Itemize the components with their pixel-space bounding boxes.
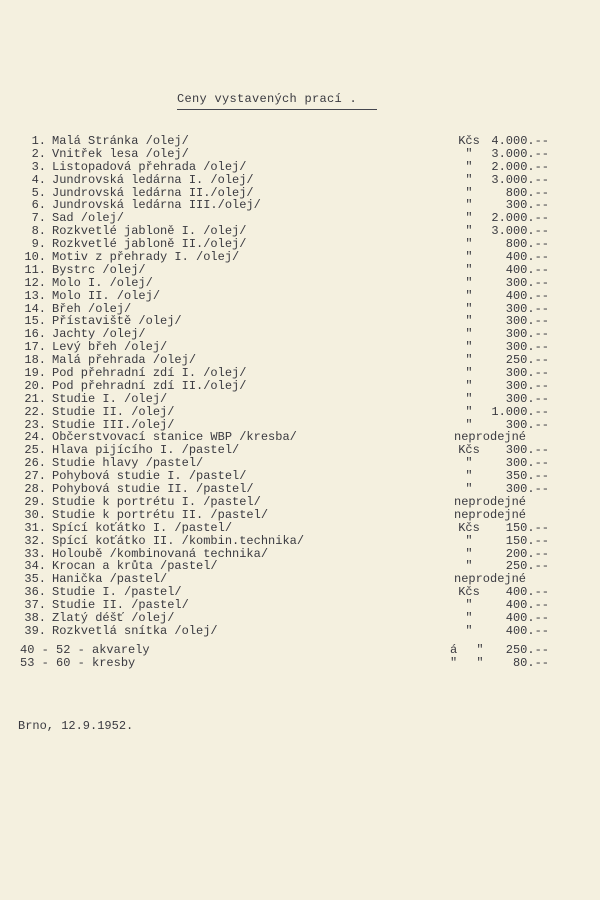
item-title: Sad /olej/ bbox=[52, 211, 125, 226]
item-price: 250.-- bbox=[505, 559, 549, 574]
item-title: Studie I. /pastel/ bbox=[52, 585, 182, 600]
item-title: Studie hlavy /pastel/ bbox=[52, 456, 204, 471]
currency-mark: " bbox=[465, 314, 473, 329]
bulk-price: 250.-- bbox=[505, 642, 549, 657]
item-price: 300.-- bbox=[505, 340, 549, 355]
currency-mark: Kčs bbox=[458, 134, 480, 148]
list-item bbox=[20, 612, 560, 625]
currency-mark: " bbox=[465, 159, 473, 174]
item-title: Zlatý déšť /olej/ bbox=[52, 610, 175, 625]
item-title: Pohybová studie I. /pastel/ bbox=[52, 469, 247, 484]
list-item bbox=[20, 161, 560, 174]
currency-mark: " bbox=[465, 404, 473, 419]
item-title: Jundrovská ledárna II./olej/ bbox=[52, 185, 254, 200]
currency-mark: " bbox=[465, 172, 473, 187]
item-title: Levý břeh /olej/ bbox=[52, 340, 168, 355]
item-price: 150.-- bbox=[505, 533, 549, 548]
item-price: 150.-- bbox=[505, 520, 549, 535]
item-title: Holoubě /kombinovaná technika/ bbox=[52, 546, 269, 561]
item-number: 15. bbox=[24, 314, 46, 329]
item-price: 250.-- bbox=[505, 353, 549, 368]
list-item bbox=[20, 367, 560, 380]
item-title: Listopadová přehrada /olej/ bbox=[52, 159, 247, 174]
currency-mark: " bbox=[465, 546, 473, 561]
item-title: Rozkvetlá snítka /olej/ bbox=[52, 623, 218, 638]
item-number: 21. bbox=[24, 391, 46, 406]
document-title: Ceny vystavených prací . bbox=[177, 92, 377, 110]
currency-mark: Kčs bbox=[458, 520, 480, 535]
item-price: 300.-- bbox=[505, 482, 549, 497]
item-number: 5. bbox=[31, 185, 46, 200]
item-number: 23. bbox=[24, 417, 46, 432]
item-number: 19. bbox=[24, 366, 46, 381]
per-piece-mark: á bbox=[450, 642, 458, 657]
item-number: 34. bbox=[24, 559, 46, 574]
item-title: Hlava pijícího I. /pastel/ bbox=[52, 443, 240, 458]
not-for-sale-label: neprodejné bbox=[454, 507, 527, 522]
item-title: Občerstvovací stanice WBP /kresba/ bbox=[52, 430, 297, 445]
item-title: Malá přehrada /olej/ bbox=[52, 353, 197, 368]
item-price: 800.-- bbox=[505, 237, 549, 252]
list-item bbox=[20, 406, 560, 419]
item-number: 33. bbox=[24, 546, 46, 561]
bulk-item bbox=[20, 644, 560, 657]
currency-mark: " bbox=[465, 482, 473, 497]
item-title: Pohybová studie II. /pastel/ bbox=[52, 482, 254, 497]
item-title: Studie k portrétu II. /pastel/ bbox=[52, 507, 269, 522]
list-item bbox=[20, 174, 560, 187]
item-number: 36. bbox=[24, 585, 46, 600]
item-number: 27. bbox=[24, 469, 46, 484]
list-item bbox=[20, 148, 560, 161]
item-title: Hanička /pastel/ bbox=[52, 572, 168, 587]
currency-mark: " bbox=[465, 559, 473, 574]
list-item bbox=[20, 251, 560, 264]
item-title: Spící koťátko II. /kombin.technika/ bbox=[52, 533, 305, 548]
item-price: 200.-- bbox=[505, 546, 549, 561]
item-title: Studie k portrétu I. /pastel/ bbox=[52, 494, 261, 509]
item-title: Pod přehradní zdí II./olej/ bbox=[52, 378, 247, 393]
item-price: 400.-- bbox=[505, 288, 549, 303]
item-title: Krocan a krůta /pastel/ bbox=[52, 559, 218, 574]
list-item bbox=[20, 135, 560, 148]
item-price: 400.-- bbox=[505, 598, 549, 613]
list-item bbox=[20, 380, 560, 393]
item-price: 350.-- bbox=[505, 469, 549, 484]
item-number: 13. bbox=[24, 288, 46, 303]
currency-mark: " bbox=[465, 211, 473, 226]
currency-mark: " bbox=[465, 146, 473, 161]
item-number: 18. bbox=[24, 353, 46, 368]
item-number: 37. bbox=[24, 598, 46, 613]
currency-mark: " bbox=[465, 623, 473, 638]
currency-mark: " bbox=[465, 417, 473, 432]
currency-mark: " bbox=[465, 353, 473, 368]
list-item bbox=[20, 277, 560, 290]
bulk-item bbox=[20, 657, 560, 670]
not-for-sale-label: neprodejné bbox=[454, 430, 527, 445]
item-number: 10. bbox=[24, 250, 46, 265]
currency-mark: " bbox=[465, 301, 473, 316]
list-item bbox=[20, 509, 560, 522]
item-title: Studie II. /olej/ bbox=[52, 404, 175, 419]
not-for-sale-label: neprodejné bbox=[454, 494, 527, 509]
item-price: 3.000.-- bbox=[491, 224, 549, 239]
item-number: 25. bbox=[24, 443, 46, 458]
per-piece-mark: " bbox=[450, 655, 458, 670]
item-price: 300.-- bbox=[505, 275, 549, 290]
currency-mark: " bbox=[476, 642, 484, 657]
currency-mark: Kčs bbox=[458, 443, 480, 458]
item-number: 17. bbox=[24, 340, 46, 355]
item-number: 4. bbox=[31, 172, 46, 187]
price-list bbox=[20, 135, 560, 670]
currency-mark: " bbox=[465, 237, 473, 252]
item-title: Břeh /olej/ bbox=[52, 301, 132, 316]
list-item bbox=[20, 535, 560, 548]
currency-mark: " bbox=[465, 533, 473, 548]
item-price: 300.-- bbox=[505, 378, 549, 393]
item-number: 38. bbox=[24, 610, 46, 625]
item-number: 35. bbox=[24, 572, 46, 587]
currency-mark: " bbox=[465, 185, 473, 200]
item-price: 400.-- bbox=[505, 262, 549, 277]
item-title: Studie I. /olej/ bbox=[52, 391, 168, 406]
item-title: Spící koťátko I. /pastel/ bbox=[52, 520, 233, 535]
currency-mark: " bbox=[465, 610, 473, 625]
item-number: 24. bbox=[24, 430, 46, 445]
currency-mark: " bbox=[465, 224, 473, 239]
currency-mark: Kčs bbox=[458, 585, 480, 600]
currency-mark: " bbox=[476, 655, 484, 670]
item-price: 800.-- bbox=[505, 185, 549, 200]
item-number: 16. bbox=[24, 327, 46, 342]
currency-mark: " bbox=[465, 327, 473, 342]
item-number: 32. bbox=[24, 533, 46, 548]
item-price: 300.-- bbox=[505, 366, 549, 381]
currency-mark: " bbox=[465, 378, 473, 393]
item-number: 22. bbox=[24, 404, 46, 419]
item-number: 9. bbox=[31, 237, 46, 252]
currency-mark: " bbox=[465, 340, 473, 355]
item-title: Bystrc /olej/ bbox=[52, 262, 146, 277]
item-title: Rozkvetlé jabloně II./olej/ bbox=[52, 237, 247, 252]
item-price: 300.-- bbox=[505, 417, 549, 432]
item-title: Studie III./olej/ bbox=[52, 417, 175, 432]
item-price: 400.-- bbox=[505, 585, 549, 600]
item-price: 4.000.-- bbox=[491, 134, 549, 148]
currency-mark: " bbox=[465, 250, 473, 265]
not-for-sale-label: neprodejné bbox=[454, 572, 527, 587]
currency-mark: " bbox=[465, 288, 473, 303]
list-item bbox=[20, 483, 560, 496]
item-title: Molo I. /olej/ bbox=[52, 275, 153, 290]
list-item bbox=[20, 496, 560, 509]
currency-mark: " bbox=[465, 598, 473, 613]
item-number: 29. bbox=[24, 494, 46, 509]
currency-mark: " bbox=[465, 469, 473, 484]
item-price: 300.-- bbox=[505, 443, 549, 458]
list-item bbox=[20, 625, 560, 638]
item-price: 400.-- bbox=[505, 610, 549, 625]
list-item bbox=[20, 290, 560, 303]
item-number: 14. bbox=[24, 301, 46, 316]
currency-mark: " bbox=[465, 275, 473, 290]
item-title: Studie II. /pastel/ bbox=[52, 598, 189, 613]
item-title: Malá Stránka /olej/ bbox=[52, 134, 189, 148]
bulk-price: 80.-- bbox=[512, 655, 549, 670]
item-number: 30. bbox=[24, 507, 46, 522]
item-title: Molo II. /olej/ bbox=[52, 288, 161, 303]
item-price: 2.000.-- bbox=[491, 211, 549, 226]
item-number: 31. bbox=[24, 520, 46, 535]
currency-mark: " bbox=[465, 391, 473, 406]
item-price: 300.-- bbox=[505, 314, 549, 329]
item-price: 400.-- bbox=[505, 250, 549, 265]
item-price: 300.-- bbox=[505, 456, 549, 471]
currency-mark: " bbox=[465, 366, 473, 381]
currency-mark: " bbox=[465, 198, 473, 213]
item-price: 2.000.-- bbox=[491, 159, 549, 174]
item-number: 28. bbox=[24, 482, 46, 497]
list-item bbox=[20, 393, 560, 406]
item-number: 3. bbox=[31, 159, 46, 174]
item-number: 20. bbox=[24, 378, 46, 393]
item-title: Jachty /olej/ bbox=[52, 327, 146, 342]
item-number: 1. bbox=[31, 134, 46, 148]
item-number: 11. bbox=[24, 262, 46, 277]
list-item bbox=[20, 264, 560, 277]
currency-mark: " bbox=[465, 262, 473, 277]
item-title: Jundrovská ledárna I. /olej/ bbox=[52, 172, 254, 187]
item-price: 300.-- bbox=[505, 327, 549, 342]
item-title: Přístaviště /olej/ bbox=[52, 314, 182, 329]
item-price: 300.-- bbox=[505, 391, 549, 406]
item-price: 300.-- bbox=[505, 198, 549, 213]
item-number: 26. bbox=[24, 456, 46, 471]
place-date: Brno, 12.9.1952. bbox=[18, 719, 134, 733]
item-title: Pod přehradní zdí I. /olej/ bbox=[52, 366, 247, 381]
item-number: 39. bbox=[24, 623, 46, 638]
list-item bbox=[20, 522, 560, 535]
item-number: 6. bbox=[31, 198, 46, 213]
item-number: 8. bbox=[31, 224, 46, 239]
item-title: Jundrovská ledárna III./olej/ bbox=[52, 198, 261, 213]
currency-mark: " bbox=[465, 456, 473, 471]
bulk-title: 40 - 52 - akvarely bbox=[20, 642, 150, 657]
item-price: 3.000.-- bbox=[491, 172, 549, 187]
item-title: Motiv z přehrady I. /olej/ bbox=[52, 250, 240, 265]
item-title: Rozkvetlé jabloně I. /olej/ bbox=[52, 224, 247, 239]
item-number: 2. bbox=[31, 146, 46, 161]
item-price: 400.-- bbox=[505, 623, 549, 638]
item-number: 12. bbox=[24, 275, 46, 290]
item-price: 3.000.-- bbox=[491, 146, 549, 161]
item-number: 7. bbox=[31, 211, 46, 226]
item-title: Vnitřek lesa /olej/ bbox=[52, 146, 189, 161]
item-price: 1.000.-- bbox=[491, 404, 549, 419]
bulk-title: 53 - 60 - kresby bbox=[20, 655, 136, 670]
item-price: 300.-- bbox=[505, 301, 549, 316]
